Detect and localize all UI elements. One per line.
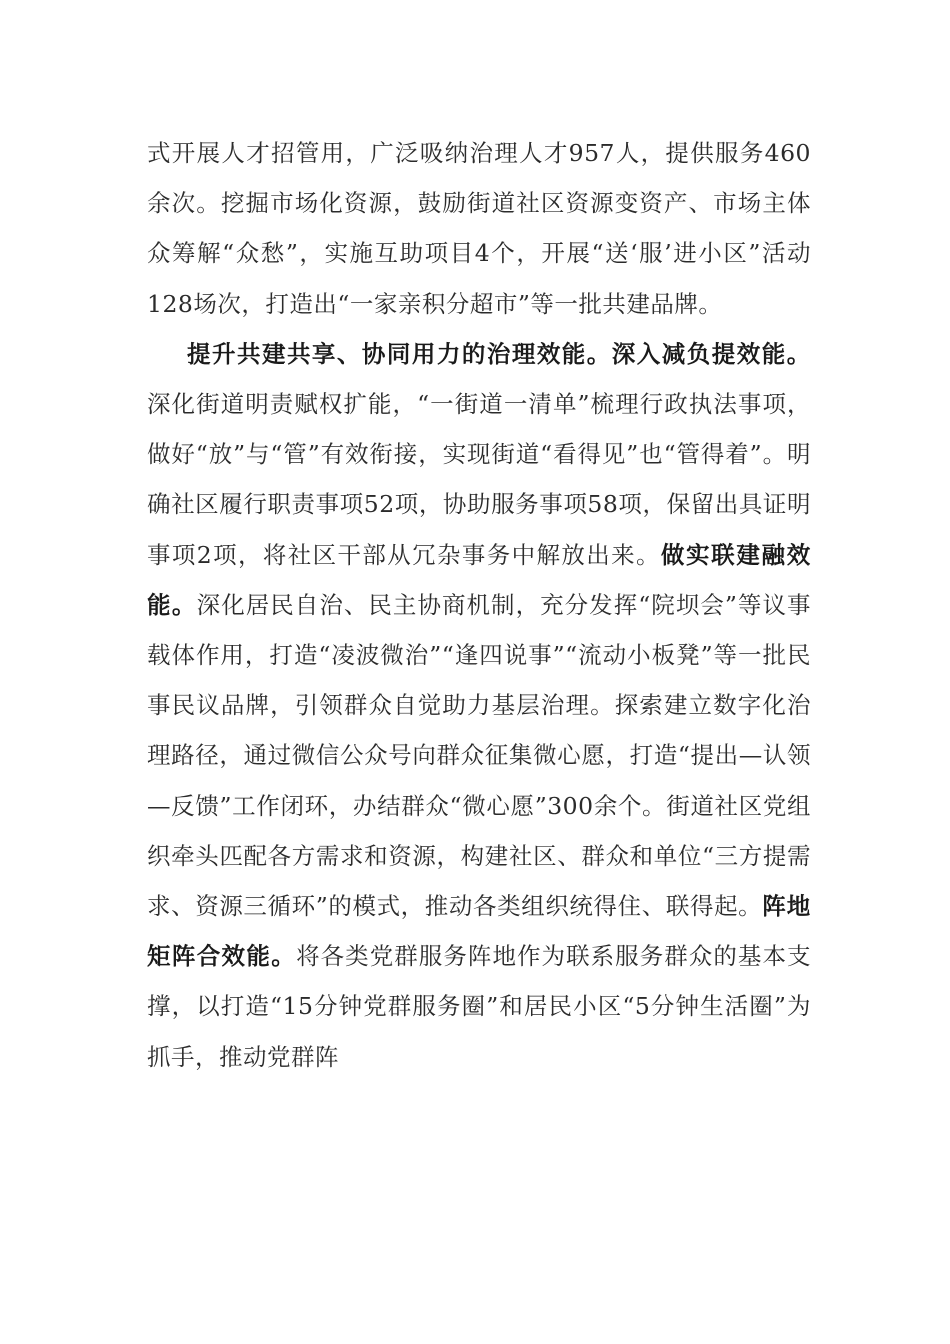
section-heading: 提升共建共享、协同用力的治理效能。 bbox=[187, 339, 612, 368]
document-body bbox=[147, 128, 811, 1082]
paragraph-continuation bbox=[147, 128, 811, 329]
paragraph-1-text: 式开展人才招管用，广泛吸纳治理人才957人，提供服务460余次。挖掘市场化资源，鼓励街道社区资源变资产、市场主体众筹解“众愁”，实施互助项目4个，开展“送‘服’进小区”活动128场次，打造出“一家亲积分超市”等一批共建品牌。 bbox=[147, 139, 811, 318]
subheading-joint-building: 做实联建融效能。 bbox=[147, 540, 812, 619]
paragraph-governance-efficiency bbox=[147, 329, 811, 1082]
paragraph-2-text-2: 深化居民自治、民主协商机制，充分发挥“院坝会”等议事载体作用，打造“凌波微治”“逢四说事”“流动小板凳”等一批民事民议品牌，引领群众自觉助力基层治理。探索建立数字化治理路径，通过微信公众号向群众征集微心愿，打造“提出—认领—反馈”工作闭环，办结群众“微心愿”300余个。街道社区党组织牵头匹配各方需求和资源，构建社区、群众和单位“三方提需求、资源三循环”的模式，推动各类组织统得住、联得起。 bbox=[147, 590, 811, 921]
paragraph-2-text-1: 深化街道明责赋权扩能，“一街道一清单”梳理行政执法事项，做好“放”与“管”有效衔接，实现街道“看得见”也“管得着”。明确社区履行职责事项52项，协助服务事项58项，保留出具证明事项2项，将社区干部从冗杂事务中解放出来。 bbox=[147, 390, 811, 569]
subheading-reduce-burden: 深入减负提效能。 bbox=[611, 339, 811, 368]
subheading-position-matrix: 阵地矩阵合效能。 bbox=[147, 892, 812, 971]
paragraph-2-text-3: 将各类党群服务阵地作为联系服务群众的基本支撑，以打造“15分钟党群服务圈”和居民小区“5分钟生活圈”为抓手，推动党群阵 bbox=[147, 942, 811, 1071]
